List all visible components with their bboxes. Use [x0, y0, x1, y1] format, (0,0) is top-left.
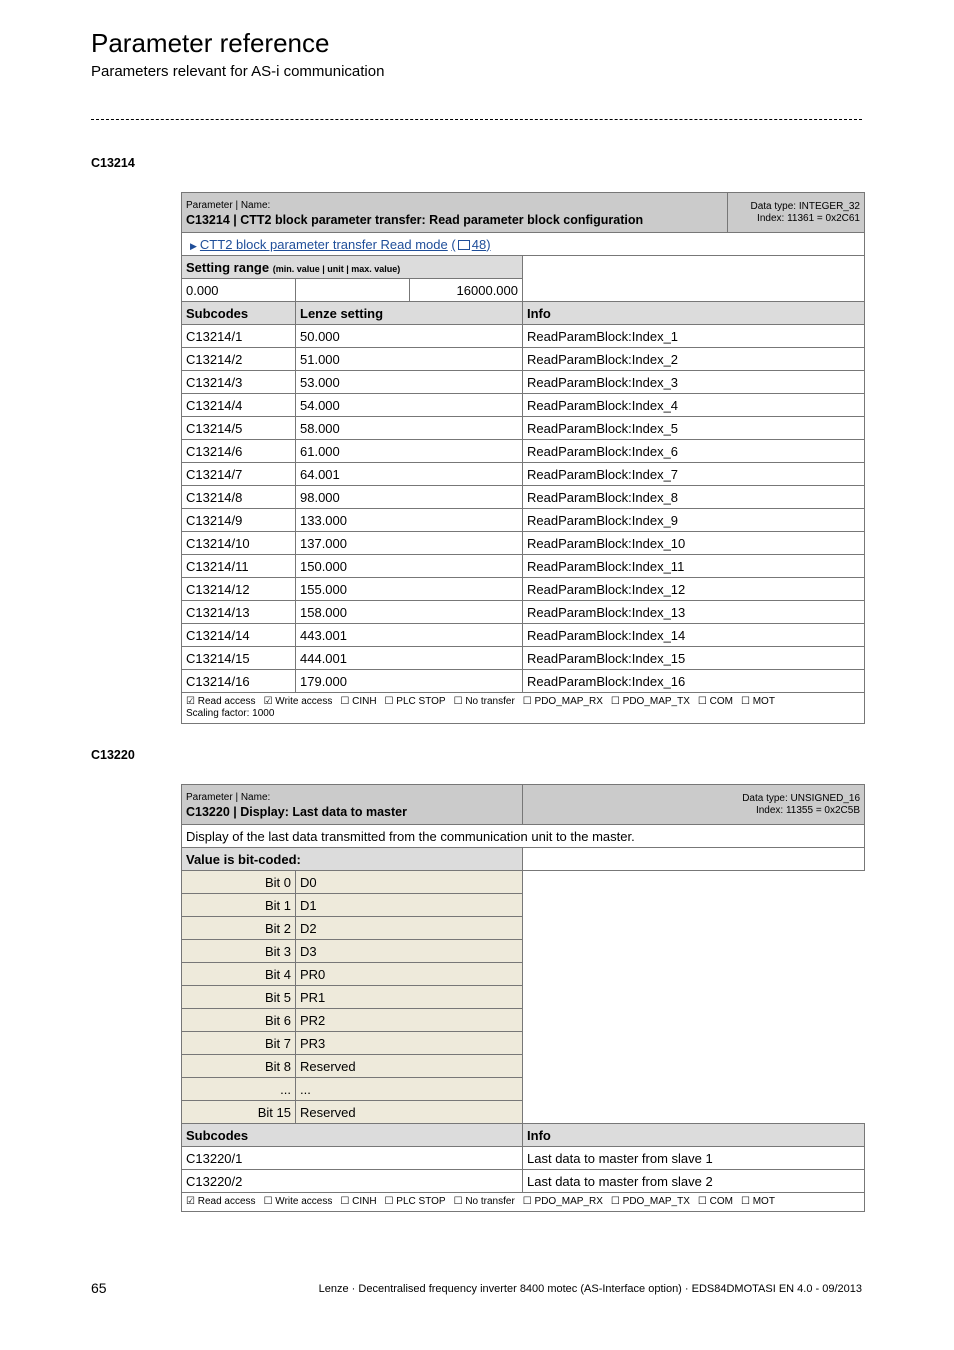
bit-label: Bit 0 [182, 871, 296, 894]
lenze-setting-cell: 155.000 [296, 578, 523, 601]
bit-value: PR3 [296, 1032, 523, 1055]
info-cell: ReadParamBlock:Index_9 [523, 509, 865, 532]
table-row [182, 371, 865, 394]
lenze-setting-cell: 98.000 [296, 486, 523, 509]
subcode-cell: C13214/7 [182, 463, 296, 486]
access-flags [186, 696, 860, 708]
lenze-setting-cell: 50.000 [296, 325, 523, 348]
access-flag: ☐ COM [697, 1196, 733, 1207]
lenze-setting-cell: 61.000 [296, 440, 523, 463]
bit-label: Bit 7 [182, 1032, 296, 1055]
access-flag: ☑ Read access [186, 1196, 256, 1207]
access-flag: ☐ Write access [263, 1196, 333, 1207]
bit-value: PR0 [296, 963, 523, 986]
subcode-cell: C13214/3 [182, 371, 296, 394]
section-label-c13220: C13220 [91, 748, 135, 762]
subcode-cell: C13220/2 [182, 1170, 523, 1193]
bit-label: ... [182, 1078, 296, 1101]
lenze-setting-cell: 64.001 [296, 463, 523, 486]
bit-label: Bit 6 [182, 1009, 296, 1032]
section-label-c13214: C13214 [91, 156, 135, 170]
lenze-setting-cell: 58.000 [296, 417, 523, 440]
bit-label: Bit 8 [182, 1055, 296, 1078]
table-row [182, 509, 865, 532]
access-flag: ☐ MOT [740, 696, 775, 707]
lenze-setting-cell: 158.000 [296, 601, 523, 624]
subcode-cell: C13214/8 [182, 486, 296, 509]
scaling-factor: Scaling factor: 1000 [186, 708, 275, 719]
subcode-cell: C13214/9 [182, 509, 296, 532]
table-row [182, 624, 865, 647]
info-cell: ReadParamBlock:Index_5 [523, 417, 865, 440]
access-flag: ☐ PLC STOP [384, 696, 446, 707]
bit-row [182, 940, 865, 963]
parameter-title: C13220 | Display: Last data to master [186, 805, 407, 819]
bit-row [182, 894, 865, 917]
table-row [182, 440, 865, 463]
access-flag: ☐ CINH [340, 1196, 377, 1207]
data-type: Data type: INTEGER_32 [750, 200, 860, 212]
page-number: 65 [91, 1280, 107, 1296]
bit-value: D3 [296, 940, 523, 963]
table-row [182, 578, 865, 601]
bit-row [182, 871, 865, 894]
page-reference-link[interactable]: ( 48) [451, 236, 491, 252]
table-row [182, 647, 865, 670]
table-row [182, 555, 865, 578]
subcode-cell: C13214/4 [182, 394, 296, 417]
subcode-cell: C13214/15 [182, 647, 296, 670]
parameter-header [182, 785, 523, 825]
info-cell: ReadParamBlock:Index_10 [523, 532, 865, 555]
param-name-label: Parameter | Name: [186, 200, 271, 211]
subcode-cell: C13214/13 [182, 601, 296, 624]
info-cell: ReadParamBlock:Index_11 [523, 555, 865, 578]
setting-range-blank [523, 256, 865, 302]
subcode-cell: C13214/16 [182, 670, 296, 693]
table-row [182, 1147, 865, 1170]
lenze-setting-cell: 443.001 [296, 624, 523, 647]
access-flag: ☐ MOT [740, 1196, 775, 1207]
lenze-setting-cell: 53.000 [296, 371, 523, 394]
access-flag: ☐ PDO_MAP_TX [610, 1196, 690, 1207]
info-cell: ReadParamBlock:Index_2 [523, 348, 865, 371]
lenze-setting-cell: 54.000 [296, 394, 523, 417]
table-row [182, 394, 865, 417]
table-row [182, 463, 865, 486]
access-flags [186, 1196, 860, 1208]
link-row [182, 233, 865, 256]
subcode-cell: C13214/1 [182, 325, 296, 348]
bit-value: PR1 [296, 986, 523, 1009]
subcode-cell: C13214/10 [182, 532, 296, 555]
subcode-cell: C13214/5 [182, 417, 296, 440]
page-subtitle: Parameters relevant for AS-i communication [91, 63, 385, 80]
column-header-info: Info [523, 1124, 865, 1147]
bit-row [182, 1078, 865, 1101]
bit-value: ... [296, 1078, 523, 1101]
info-cell: ReadParamBlock:Index_6 [523, 440, 865, 463]
datatype-cell [728, 193, 865, 233]
table-row [182, 486, 865, 509]
parameter-index: Index: 11361 = 0x2C61 [757, 212, 860, 224]
subcode-cell: C13214/2 [182, 348, 296, 371]
subcode-cell: C13214/14 [182, 624, 296, 647]
info-cell: Last data to master from slave 2 [523, 1170, 865, 1193]
lenze-setting-cell: 51.000 [296, 348, 523, 371]
bit-value: PR2 [296, 1009, 523, 1032]
column-header-subcodes: Subcodes [182, 302, 296, 325]
bit-value: Reserved [296, 1055, 523, 1078]
info-cell: ReadParamBlock:Index_12 [523, 578, 865, 601]
bit-label: Bit 1 [182, 894, 296, 917]
info-cell: ReadParamBlock:Index_4 [523, 394, 865, 417]
table-row [182, 348, 865, 371]
bit-table-blank [523, 848, 865, 871]
lenze-setting-cell: 133.000 [296, 509, 523, 532]
parameter-description: Display of the last data transmitted from the communication unit to the master. [182, 825, 865, 848]
parameter-table-c13214 [181, 192, 865, 724]
min-value: 0.000 [182, 279, 296, 302]
param-name-label: Parameter | Name: [186, 792, 271, 803]
column-header-lenze-setting: Lenze setting [296, 302, 523, 325]
table-row [182, 532, 865, 555]
data-type: Data type: UNSIGNED_16 [742, 792, 861, 804]
link-page: 48 [471, 236, 487, 252]
bit-label: Bit 5 [182, 986, 296, 1009]
document-info: Lenze · Decentralised frequency inverter 8400 motec (AS-Interface option) · EDS84DMOTASI EN 4.0 - 09/2013 [318, 1283, 862, 1295]
setting-range-note: (min. value | unit | max. value) [272, 263, 401, 274]
parameter-title: C13214 | CTT2 block parameter transfer: Read parameter block configuration [186, 213, 644, 227]
access-flags-row [182, 1193, 865, 1212]
bit-row [182, 1101, 865, 1124]
book-icon [458, 240, 470, 250]
bit-row [182, 1009, 865, 1032]
table-row [182, 417, 865, 440]
setting-range-header [182, 256, 523, 279]
bit-row [182, 917, 865, 940]
info-cell: ReadParamBlock:Index_1 [523, 325, 865, 348]
parameter-table-c13220 [181, 784, 865, 1212]
header-divider [91, 119, 862, 120]
info-cell: ReadParamBlock:Index_14 [523, 624, 865, 647]
lenze-setting-cell: 444.001 [296, 647, 523, 670]
access-flag: ☐ COM [697, 696, 733, 707]
access-flag: ☐ No transfer [453, 696, 515, 707]
triangle-right-icon: ▶ [190, 240, 197, 251]
subcode-cell: C13214/11 [182, 555, 296, 578]
info-cell: ReadParamBlock:Index_15 [523, 647, 865, 670]
table-row [182, 670, 865, 693]
parameter-header [182, 193, 728, 233]
bit-label: Bit 2 [182, 917, 296, 940]
bit-label: Bit 3 [182, 940, 296, 963]
bit-coded-label: Value is bit-coded: [182, 848, 523, 871]
table-row [182, 1170, 865, 1193]
bit-row [182, 1055, 865, 1078]
bit-value: D0 [296, 871, 523, 894]
bit-value: Reserved [296, 1101, 523, 1124]
table-row [182, 325, 865, 348]
access-flag: ☑ Read access [186, 696, 256, 707]
subcode-cell: C13214/6 [182, 440, 296, 463]
subcode-cell: C13214/12 [182, 578, 296, 601]
column-header-info: Info [523, 302, 865, 325]
bit-row [182, 1032, 865, 1055]
access-flag: ☐ No transfer [453, 1196, 515, 1207]
info-cell: ReadParamBlock:Index_3 [523, 371, 865, 394]
access-flag: ☐ PDO_MAP_RX [522, 696, 603, 707]
bit-value: D2 [296, 917, 523, 940]
bit-label: Bit 4 [182, 963, 296, 986]
subcode-cell: C13220/1 [182, 1147, 523, 1170]
bit-value: D1 [296, 894, 523, 917]
bit-row [182, 963, 865, 986]
unit-value [296, 279, 410, 302]
info-cell: ReadParamBlock:Index_13 [523, 601, 865, 624]
info-cell: ReadParamBlock:Index_8 [523, 486, 865, 509]
bit-label: Bit 15 [182, 1101, 296, 1124]
access-flag: ☐ PLC STOP [384, 1196, 446, 1207]
info-cell: ReadParamBlock:Index_7 [523, 463, 865, 486]
column-header-subcodes: Subcodes [182, 1124, 523, 1147]
access-flag: ☐ CINH [340, 696, 377, 707]
access-flags-row [182, 693, 865, 724]
access-flag: ☑ Write access [263, 696, 333, 707]
max-value: 16000.000 [410, 279, 523, 302]
lenze-setting-cell: 179.000 [296, 670, 523, 693]
access-flag: ☐ PDO_MAP_RX [522, 1196, 603, 1207]
parameter-index: Index: 11355 = 0x2C5B [755, 804, 861, 816]
page-title: Parameter reference [91, 28, 330, 58]
datatype-cell [523, 785, 865, 825]
info-cell: Last data to master from slave 1 [523, 1147, 865, 1170]
access-flag: ☐ PDO_MAP_TX [610, 696, 690, 707]
cross-reference-link[interactable]: CTT2 block parameter transfer Read mode [199, 236, 448, 252]
info-cell: ReadParamBlock:Index_16 [523, 670, 865, 693]
setting-range-label: Setting range [186, 259, 270, 275]
table-row [182, 601, 865, 624]
bit-row [182, 986, 865, 1009]
lenze-setting-cell: 150.000 [296, 555, 523, 578]
lenze-setting-cell: 137.000 [296, 532, 523, 555]
